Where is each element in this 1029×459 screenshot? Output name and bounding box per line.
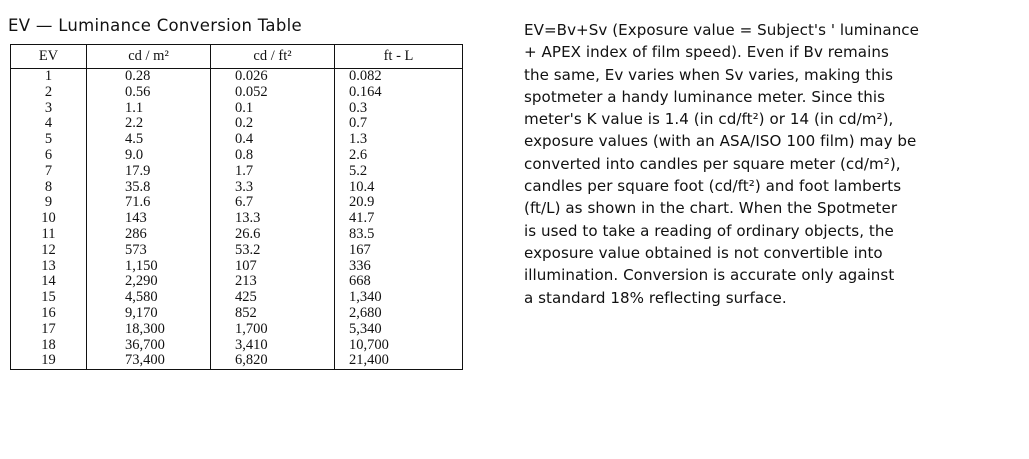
cell-cd-per-m2: 73,400 bbox=[87, 353, 211, 369]
description-line: meter's K value is 1.4 (in cd/ft²) or 14 (in cd/m²), bbox=[524, 110, 894, 129]
cell-cd-per-ft2: 425 bbox=[211, 290, 335, 306]
cell-foot-lamberts: 336 bbox=[335, 259, 463, 275]
cell-cd-per-ft2: 0.8 bbox=[211, 148, 335, 164]
cell-cd-per-m2: 9.0 bbox=[87, 148, 211, 164]
cell-cd-per-ft2: 0.1 bbox=[211, 101, 335, 117]
cell-cd-per-ft2: 53.2 bbox=[211, 243, 335, 259]
cell-ev: 4 bbox=[11, 116, 87, 132]
table-row bbox=[11, 338, 463, 354]
cell-cd-per-m2: 573 bbox=[87, 243, 211, 259]
cell-foot-lamberts: 0.3 bbox=[335, 101, 463, 117]
table-row bbox=[11, 195, 463, 211]
luminance-conversion-table bbox=[10, 44, 463, 370]
table-header-row bbox=[11, 45, 463, 69]
cell-cd-per-ft2: 26.6 bbox=[211, 227, 335, 243]
cell-ev: 2 bbox=[11, 85, 87, 101]
description-line: the same, Ev varies when Sv varies, making this bbox=[524, 65, 893, 84]
cell-cd-per-ft2: 0.2 bbox=[211, 116, 335, 132]
cell-cd-per-m2: 36,700 bbox=[87, 338, 211, 354]
cell-foot-lamberts: 5,340 bbox=[335, 322, 463, 338]
table-row bbox=[11, 322, 463, 338]
cell-cd-per-ft2: 3.3 bbox=[211, 180, 335, 196]
cell-foot-lamberts: 5.2 bbox=[335, 164, 463, 180]
cell-cd-per-m2: 1.1 bbox=[87, 101, 211, 117]
cell-cd-per-m2: 2,290 bbox=[87, 274, 211, 290]
cell-cd-per-m2: 286 bbox=[87, 227, 211, 243]
table-row bbox=[11, 116, 463, 132]
cell-foot-lamberts: 1,340 bbox=[335, 290, 463, 306]
table-row bbox=[11, 132, 463, 148]
table-row bbox=[11, 85, 463, 101]
cell-cd-per-ft2: 1.7 bbox=[211, 164, 335, 180]
cell-cd-per-m2: 9,170 bbox=[87, 306, 211, 322]
table-row bbox=[11, 211, 463, 227]
cell-ev: 14 bbox=[11, 274, 87, 290]
description-line: (ft/L) as shown in the chart. When the Spotmeter bbox=[524, 199, 898, 218]
cell-foot-lamberts: 1.3 bbox=[335, 132, 463, 148]
cell-ev: 12 bbox=[11, 243, 87, 259]
table-row bbox=[11, 274, 463, 290]
cell-ev: 17 bbox=[11, 322, 87, 338]
cell-cd-per-m2: 0.56 bbox=[87, 85, 211, 101]
description-text bbox=[524, 19, 1020, 309]
header-ev: EV bbox=[11, 45, 87, 69]
cell-foot-lamberts: 20.9 bbox=[335, 195, 463, 211]
cell-cd-per-m2: 17.9 bbox=[87, 164, 211, 180]
description-line: exposure values (with an ASA/ISO 100 film) may be bbox=[524, 132, 917, 151]
cell-cd-per-ft2: 0.026 bbox=[211, 69, 335, 85]
cell-foot-lamberts: 10,700 bbox=[335, 338, 463, 354]
cell-foot-lamberts: 2,680 bbox=[335, 306, 463, 322]
cell-ev: 16 bbox=[11, 306, 87, 322]
description-line: is used to take a reading of ordinary objects, the bbox=[524, 221, 894, 240]
table-row bbox=[11, 353, 463, 369]
cell-foot-lamberts: 668 bbox=[335, 274, 463, 290]
cell-ev: 3 bbox=[11, 101, 87, 117]
cell-cd-per-m2: 35.8 bbox=[87, 180, 211, 196]
cell-foot-lamberts: 167 bbox=[335, 243, 463, 259]
table-row bbox=[11, 243, 463, 259]
table-title: EV — Luminance Conversion Table bbox=[8, 16, 302, 35]
cell-ev: 15 bbox=[11, 290, 87, 306]
cell-cd-per-ft2: 213 bbox=[211, 274, 335, 290]
cell-foot-lamberts: 0.082 bbox=[335, 69, 463, 85]
table-row bbox=[11, 164, 463, 180]
cell-foot-lamberts: 0.164 bbox=[335, 85, 463, 101]
cell-cd-per-m2: 71.6 bbox=[87, 195, 211, 211]
cell-cd-per-ft2: 0.4 bbox=[211, 132, 335, 148]
cell-ev: 10 bbox=[11, 211, 87, 227]
cell-ev: 11 bbox=[11, 227, 87, 243]
cell-ev: 1 bbox=[11, 69, 87, 85]
table-row bbox=[11, 306, 463, 322]
cell-ev: 8 bbox=[11, 180, 87, 196]
cell-foot-lamberts: 83.5 bbox=[335, 227, 463, 243]
description-line: spotmeter a handy luminance meter. Since this bbox=[524, 87, 886, 106]
cell-ev: 9 bbox=[11, 195, 87, 211]
cell-cd-per-m2: 0.28 bbox=[87, 69, 211, 85]
cell-cd-per-m2: 1,150 bbox=[87, 259, 211, 275]
table-row bbox=[11, 148, 463, 164]
cell-cd-per-ft2: 3,410 bbox=[211, 338, 335, 354]
description-line: exposure value obtained is not convertible into bbox=[524, 243, 883, 262]
cell-cd-per-ft2: 6.7 bbox=[211, 195, 335, 211]
cell-cd-per-ft2: 0.052 bbox=[211, 85, 335, 101]
description-line: + APEX index of film speed). Even if Bv remains bbox=[524, 43, 889, 62]
cell-ev: 5 bbox=[11, 132, 87, 148]
cell-ev: 13 bbox=[11, 259, 87, 275]
table-row bbox=[11, 180, 463, 196]
cell-ev: 6 bbox=[11, 148, 87, 164]
cell-cd-per-ft2: 852 bbox=[211, 306, 335, 322]
cell-foot-lamberts: 21,400 bbox=[335, 353, 463, 369]
table-row bbox=[11, 290, 463, 306]
description-line: a standard 18% reflecting surface. bbox=[524, 288, 787, 307]
cell-cd-per-m2: 18,300 bbox=[87, 322, 211, 338]
header-foot-lamberts: ft - L bbox=[335, 45, 463, 69]
table-row bbox=[11, 69, 463, 85]
description-line: illumination. Conversion is accurate only against bbox=[524, 266, 895, 285]
cell-foot-lamberts: 2.6 bbox=[335, 148, 463, 164]
table-row bbox=[11, 259, 463, 275]
cell-cd-per-ft2: 13.3 bbox=[211, 211, 335, 227]
table-row bbox=[11, 227, 463, 243]
description-line: candles per square foot (cd/ft²) and foot lamberts bbox=[524, 177, 902, 196]
cell-foot-lamberts: 41.7 bbox=[335, 211, 463, 227]
cell-ev: 19 bbox=[11, 353, 87, 369]
cell-ev: 18 bbox=[11, 338, 87, 354]
table-row bbox=[11, 101, 463, 117]
cell-cd-per-ft2: 1,700 bbox=[211, 322, 335, 338]
header-cd-per-ft2: cd / ft² bbox=[211, 45, 335, 69]
header-cd-per-m2: cd / m² bbox=[87, 45, 211, 69]
cell-foot-lamberts: 10.4 bbox=[335, 180, 463, 196]
cell-cd-per-ft2: 107 bbox=[211, 259, 335, 275]
cell-cd-per-m2: 4,580 bbox=[87, 290, 211, 306]
cell-cd-per-m2: 2.2 bbox=[87, 116, 211, 132]
cell-ev: 7 bbox=[11, 164, 87, 180]
table-body bbox=[11, 69, 463, 370]
cell-cd-per-m2: 143 bbox=[87, 211, 211, 227]
cell-cd-per-ft2: 6,820 bbox=[211, 353, 335, 369]
cell-foot-lamberts: 0.7 bbox=[335, 116, 463, 132]
cell-cd-per-m2: 4.5 bbox=[87, 132, 211, 148]
description-line: EV=Bv+Sv (Exposure value = Subject's ' luminance bbox=[524, 21, 919, 39]
description-line: converted into candles per square meter (cd/m²), bbox=[524, 154, 901, 173]
